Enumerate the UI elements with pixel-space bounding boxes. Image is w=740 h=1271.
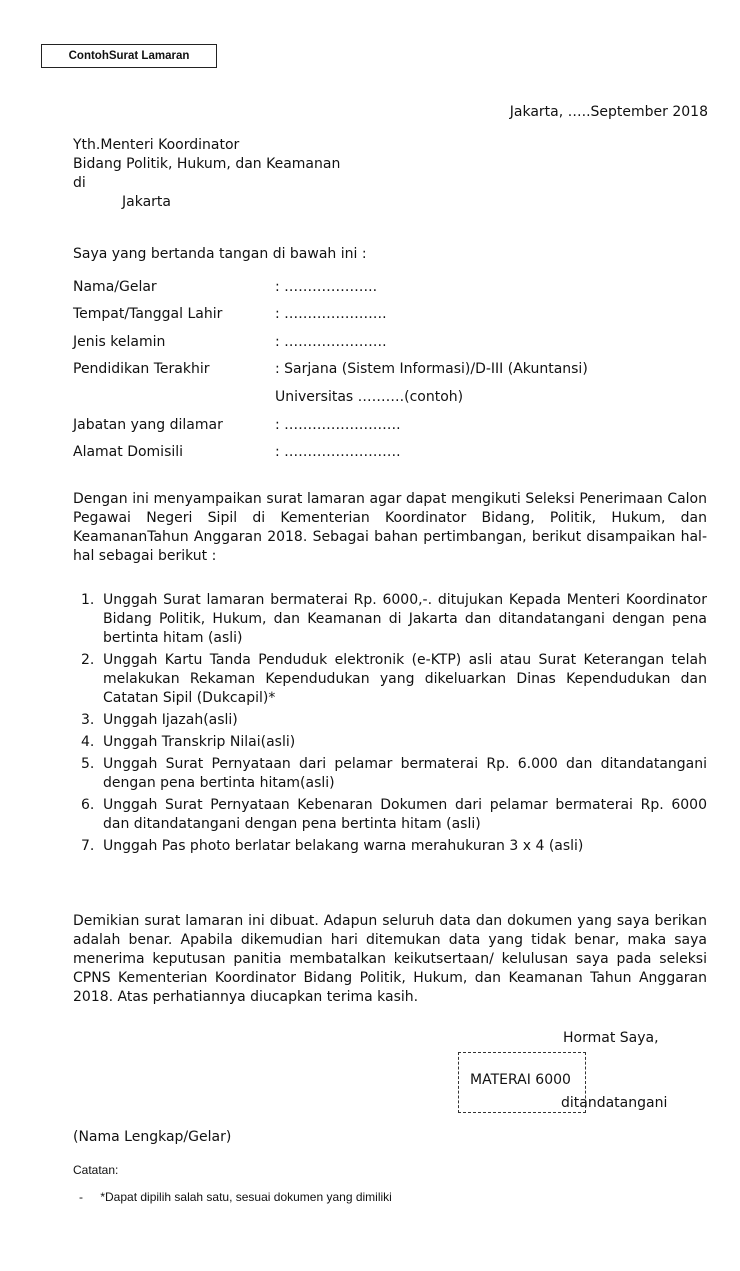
- identity-label: Tempat/Tanggal Lahir: [73, 306, 223, 322]
- list-item: [73, 755, 707, 793]
- recipient-line-2: Bidang Politik, Hukum, dan Keamanan: [73, 156, 341, 172]
- signatory-name: (Nama Lengkap/Gelar): [73, 1129, 232, 1145]
- list-number: 7.: [81, 838, 95, 854]
- list-text: Unggah Surat lamaran bermaterai Rp. 6000,-. ditujukan Kepada Menteri Koordinator Bidang Politik, Hukum, dan Keamanan di Jakarta dan ditandatangani dengan pena bertinta hitam (asli): [103, 592, 707, 646]
- list-number: 2.: [81, 652, 95, 668]
- signature-label: ditandatangani: [561, 1095, 668, 1111]
- list-text: Unggah Transkrip Nilai(asli): [103, 734, 296, 750]
- greeting: Hormat Saya,: [563, 1030, 659, 1046]
- identity-label: Jabatan yang dilamar: [73, 417, 223, 433]
- list-text: Unggah Surat Pernyataan Kebenaran Dokumen dari pelamar bermaterai Rp. 6000 dan ditandatangani dengan pena bertinta hitam (asli): [103, 797, 707, 832]
- body-paragraph: Dengan ini menyampaikan surat lamaran agar dapat mengikuti Seleksi Penerimaan Calon Pegawai Negeri Sipil di Kementerian Koordinator Bidang, Politik, Hukum, dan KeamananTahun Anggaran 2018. Sebagai bahan pertimbangan, berikut disampaikan hal-hal sebagai berikut :: [73, 491, 707, 564]
- identity-label: Jenis kelamin: [73, 334, 166, 350]
- identity-label: Pendidikan Terakhir: [73, 361, 210, 377]
- list-item: [73, 711, 707, 730]
- list-number: 5.: [81, 756, 95, 772]
- recipient-line-3: di: [73, 175, 86, 191]
- identity-value: : ………………….: [275, 306, 387, 322]
- note-text: *Dapat dipilih salah satu, sesuai dokumen yang dimiliki: [100, 1190, 392, 1204]
- note-item: [79, 1190, 392, 1204]
- recipient-line-1: Yth.Menteri Koordinator: [73, 137, 240, 153]
- identity-label: Alamat Domisili: [73, 444, 184, 460]
- identity-value: Universitas ……….(contoh): [275, 389, 464, 405]
- intro-text: Saya yang bertanda tangan di bawah ini :: [73, 246, 367, 262]
- list-text: Unggah Pas photo berlatar belakang warna merahukuran 3 x 4 (asli): [103, 838, 584, 854]
- list-number: 1.: [81, 592, 95, 608]
- list-number: 3.: [81, 712, 95, 728]
- list-item: [73, 651, 707, 708]
- list-number: 4.: [81, 734, 95, 750]
- stamp-label: MATERAI 6000: [470, 1072, 571, 1088]
- list-text: Unggah Kartu Tanda Penduduk elektronik (e-KTP) asli atau Surat Keterangan telah melakukan Rekaman Kependudukan yang dikeluarkan Dinas Kependudukan dan Catatan Sipil (Dukcapil)*: [103, 652, 707, 706]
- list-item: [73, 591, 707, 648]
- letter-type-badge: ContohSurat Lamaran: [41, 44, 217, 68]
- list-text: Unggah Ijazah(asli): [103, 712, 238, 728]
- identity-value: : …………………….: [275, 417, 401, 433]
- list-number: 6.: [81, 797, 95, 813]
- recipient-city: Jakarta: [122, 194, 171, 210]
- list-text: Unggah Surat Pernyataan dari pelamar bermaterai Rp. 6.000 dan ditandatangani dengan pena bertinta hitam(asli): [103, 756, 707, 791]
- note-label: Catatan:: [73, 1163, 119, 1177]
- identity-value: : ………………..: [275, 279, 378, 295]
- closing-paragraph: Demikian surat lamaran ini dibuat. Adapun seluruh data dan dokumen yang saya berikan adalah benar. Apabila dikemudian hari ditemukan data yang tidak benar, maka saya menerima keputusan panitia membatalkan keikutsertaan/ kelulusan saya pada seleksi CPNS Kementerian Koordinator Bidang Politik, Hukum, dan Keamanan Tahun Anggaran 2018. Atas perhatiannya diucapkan terima kasih.: [73, 913, 707, 1005]
- list-item: [73, 733, 707, 752]
- note-bullet: -: [79, 1190, 83, 1204]
- list-item: [73, 837, 707, 856]
- place-date: Jakarta, …..September 2018: [509, 104, 708, 120]
- requirements-list: [73, 591, 707, 859]
- identity-value: : ………………….: [275, 334, 387, 350]
- list-item: [73, 796, 707, 834]
- identity-label: Nama/Gelar: [73, 279, 157, 295]
- identity-value: : Sarjana (Sistem Informasi)/D-III (Akuntansi): [275, 361, 588, 377]
- identity-value: : …………………….: [275, 444, 401, 460]
